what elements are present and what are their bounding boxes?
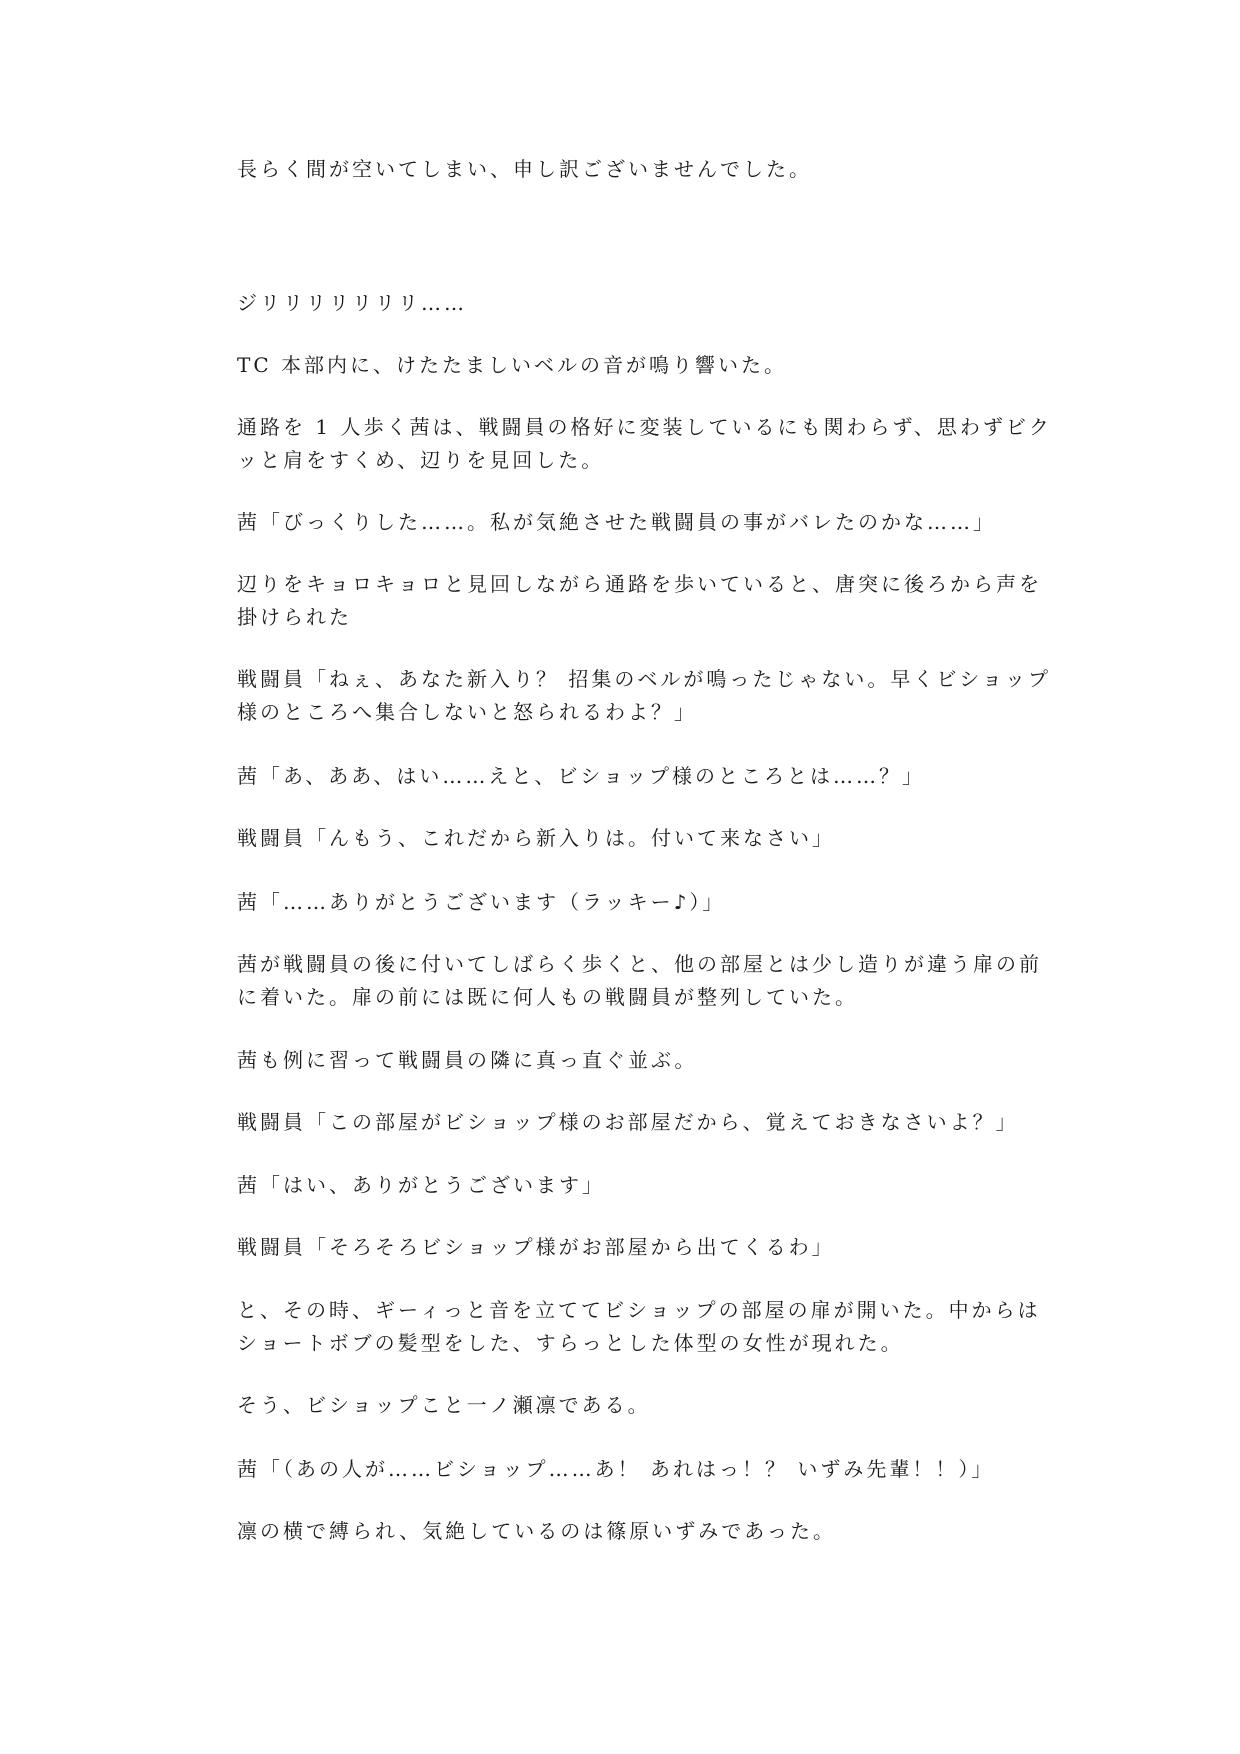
paragraph-soldier-newcomer [237,663,1051,729]
text-line: 茜「びっくりした……。私が気絶させた戦闘員の事がバレたのかな……」 [237,510,996,534]
paragraph-soldier-follow [237,822,1017,855]
paragraph-akane-where [237,760,1017,793]
paragraph-rin-reveal [237,1389,1017,1422]
paragraph-akane-izumi [237,1453,1017,1486]
text-line: ッと肩をすくめ、辺りを見回した。 [237,448,605,472]
text-line: 通路を 1 人歩く茜は、戦闘員の格好に変装しているにも関わらず、思わずビク [237,415,1052,439]
paragraph-arrive-door [237,948,1042,1014]
paragraph-door-opens [237,1294,1041,1360]
text-line: 戦闘員「んもう、これだから新入りは。付いて来なさい」 [237,826,835,850]
text-line: 茜も例に習って戦闘員の隣に真っ直ぐ並ぶ。 [237,1048,698,1072]
paragraph-called-from-behind [237,568,1042,634]
text-line: 長らく間が空いてしまい、申し訳ございませんでした。 [237,157,812,181]
paragraph-akane-thanks [237,886,1017,919]
paragraph-apology [237,153,1017,186]
text-line: 茜「はい、ありがとうございます」 [237,1173,605,1197]
text-line: 茜「……ありがとうございます（ラッキー♪）」 [237,890,726,914]
text-line: 凛の横で縛られ、気絶しているのは篠原いずみであった。 [237,1519,836,1543]
paragraph-akane-yes [237,1169,1017,1202]
paragraph-bell-sound [237,287,1017,320]
text-line: 辺りをキョロキョロと見回しながら通路を歩いていると、唐突に後ろから声を [237,572,1042,596]
text-line: TC 本部内に、けたたましいベルの音が鳴り響いた。 [237,353,787,377]
text-line: 茜「あ、ああ、はい……えと、ビショップ様のところとは……？」 [237,764,925,788]
paragraph-izumi-bound [237,1515,1017,1548]
paragraph-akane-surprised [237,506,1017,539]
paragraph-akane-walks [237,411,1052,477]
text-line: 茜「（あの人が……ビショップ……あ！ あれはっ！？ いずみ先輩！！）」 [237,1457,995,1481]
text-line: 様のところへ集合しないと怒られるわよ？」 [237,700,697,724]
text-line: そう、ビショップこと一ノ瀬凛である。 [237,1393,651,1417]
text-line: 茜が戦闘員の後に付いてしばらく歩くと、他の部屋とは少し造りが違う扉の前 [237,952,1042,976]
paragraph-bell-ring [237,349,1017,382]
text-line: に着いた。扉の前には既に何人もの戦闘員が整列していた。 [237,985,858,1009]
text-line: ショートボブの髪型をした、すらっとした体型の女性が現れた。 [237,1331,904,1355]
paragraph-bishop-room [237,1106,1017,1139]
paragraph-bishop-coming [237,1231,1017,1264]
text-line: 戦闘員「ねぇ、あなた新入り？ 招集のベルが鳴ったじゃない。早くビショップ [237,667,1051,691]
text-line: 戦闘員「そろそろビショップ様がお部屋から出てくるわ」 [237,1235,835,1259]
text-line: と、その時、ギーィっと音を立ててビショップの部屋の扉が開いた。中からは [237,1298,1041,1322]
text-line: 掛けられた [237,605,352,629]
paragraph-line-up [237,1044,1017,1077]
text-line: 戦闘員「この部屋がビショップ様のお部屋だから、覚えておきなさいよ？」 [237,1110,1019,1134]
text-line: ジリリリリリリリ…… [237,291,467,315]
